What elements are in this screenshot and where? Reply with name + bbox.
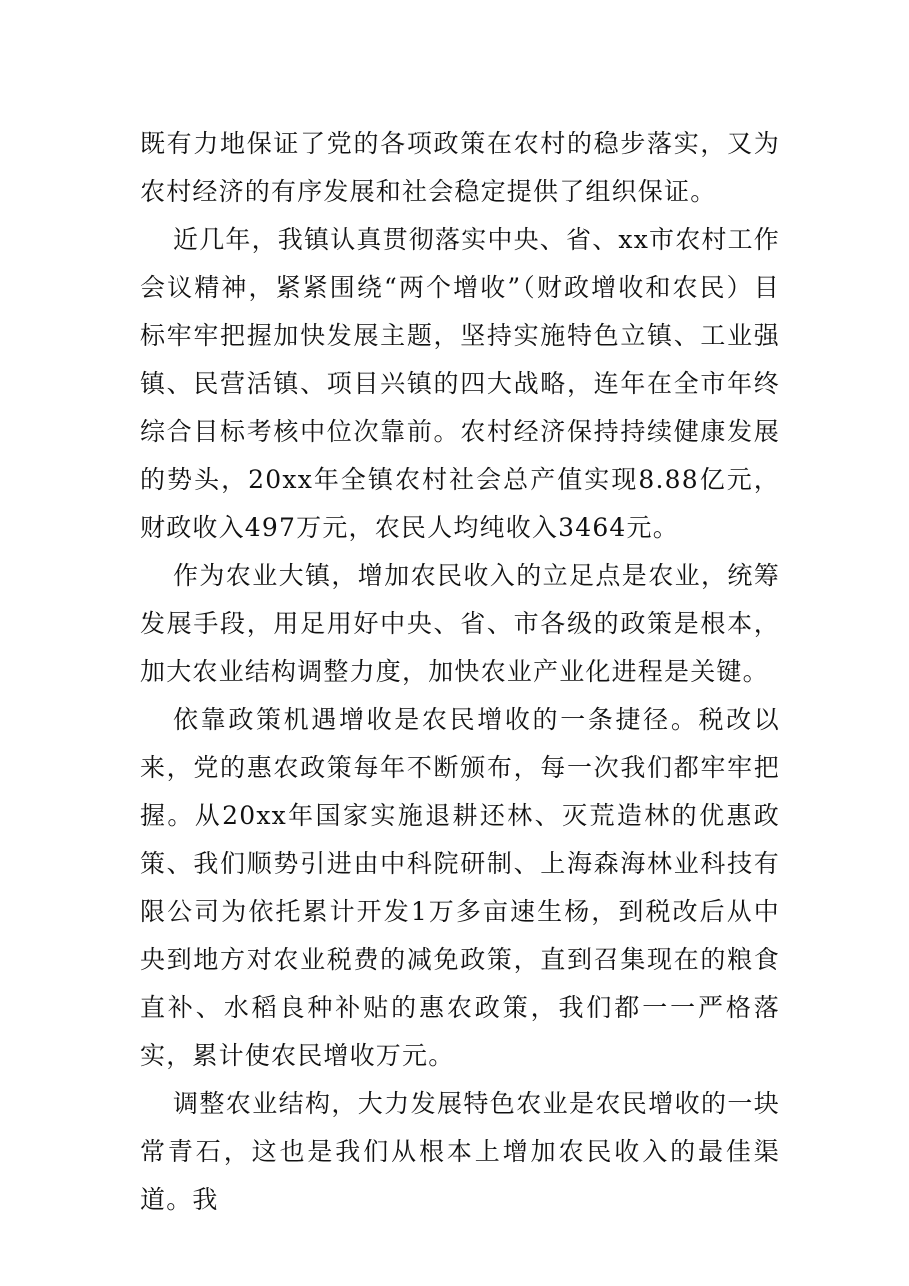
- paragraph-5: 调整农业结构，大力发展特色农业是农民增收的一块常青石，这也是我们从根本上增加农民收入的最佳渠道。我: [140, 1089, 780, 1214]
- paragraph-4: 依靠政策机遇增收是农民增收的一条捷径。税改以来，党的惠农政策每年不断颁布，每一次我们都牢牢把握。从20xx年国家实施退耕还林、灭荒造林的优惠政策、我们顺势引进由中科院研制、上海森海林业科技有限公司为依托累计开发1万多亩速生杨，到税改后从中央到地方对农业税费的减免政策，直到召集现在的粮食直补、水稻良种补贴的惠农政策，我们都一一严格落实，累计使农民增收万元。: [140, 705, 780, 1070]
- paragraph-3: 作为农业大镇，增加农民收入的立足点是农业，统筹发展手段，用足用好中央、省、市各级的政策是根本，加大农业结构调整力度，加快农业产业化进程是关键。: [140, 561, 780, 686]
- document-body: [140, 120, 780, 1224]
- paragraph-1: 既有力地保证了党的各项政策在农村的稳步落实，又为农村经济的有序发展和社会稳定提供了组织保证。: [140, 129, 780, 206]
- paragraph-2: 近几年，我镇认真贯彻落实中央、省、xx市农村工作会议精神，紧紧围绕“两个增收”（财政增收和农民）目标牢牢把握加快发展主题，坚持实施特色立镇、工业强镇、民营活镇、项目兴镇的四大战略，连年在全市年终综合目标考核中位次靠前。农村经济保持持续健康发展的势头，20xx年全镇农村社会总产值实现8.88亿元，财政收入497万元，农民人均纯收入3464元。: [140, 225, 781, 542]
